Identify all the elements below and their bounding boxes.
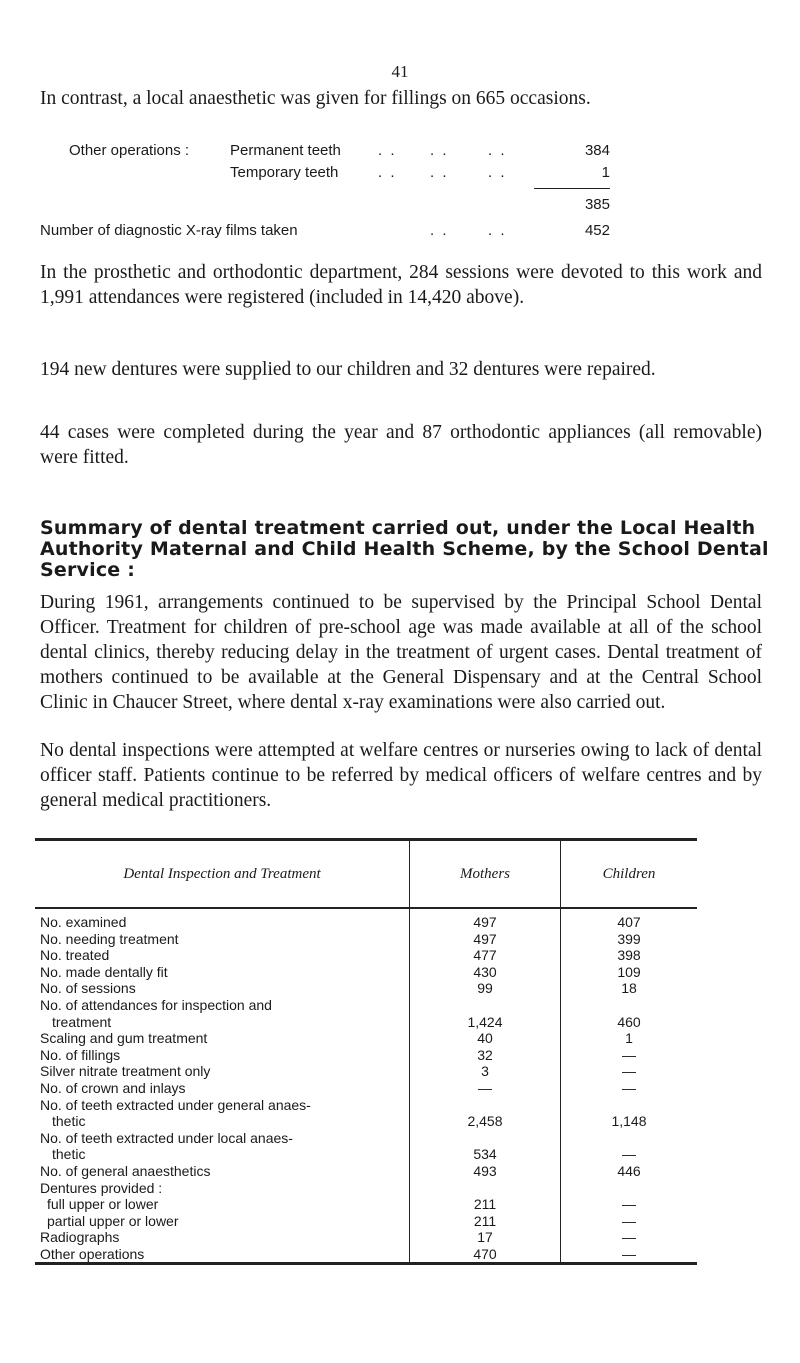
leader-dots: . . xyxy=(430,222,449,239)
row-label-line2: thetic xyxy=(52,1113,86,1130)
leader-dots: . . xyxy=(430,164,449,181)
row-label-line1: Scaling and gum treatment xyxy=(40,1030,208,1047)
table-row xyxy=(35,1180,697,1197)
leader-dots: . . xyxy=(430,142,449,159)
temporary-teeth-label: Temporary teeth xyxy=(230,164,339,181)
table-header-row xyxy=(35,841,697,908)
total-rule-row xyxy=(40,184,610,192)
other-operations-label: Other operations : xyxy=(69,142,190,159)
children-value: 399 xyxy=(617,930,641,947)
row-label-line1: No. of teeth extracted under local anaes- xyxy=(40,1129,293,1146)
mothers-value: 497 xyxy=(410,931,561,948)
dental-treatment-table xyxy=(35,838,697,1265)
row-label-line1: No. of fillings xyxy=(40,1046,121,1063)
row-label-line1: No. made dentally fit xyxy=(40,963,168,980)
row-label-line1: Dentures provided : xyxy=(40,1179,163,1196)
table-row xyxy=(35,908,697,931)
row-label-line1: Silver nitrate treatment only xyxy=(40,1063,211,1080)
row-label-line1: No. of crown and inlays xyxy=(40,1079,186,1096)
children-value: 109 xyxy=(617,963,641,980)
header-mothers: Mothers xyxy=(410,841,561,908)
arrangements-text: During 1961, arrangements continued to be supervised by the Principal School Dental Officer. Treatment for children of pre-school age was made available at all of the school dental clinics, thereby reducing delay in the treatment of urgent cases. Dental treatment of mothers continued to be available at the General Dispensary and at the Central School Clinic in Chaucer Street, where dental x-ray examinations were also carried out. xyxy=(40,592,762,713)
leader-dots: . . xyxy=(378,164,397,181)
row-label xyxy=(35,964,410,981)
intro-sentence: In contrast, a local anaesthetic was given for fillings on 665 occasions. xyxy=(40,88,591,109)
table-row xyxy=(35,931,697,948)
mothers-value: 2,458 xyxy=(410,1097,561,1130)
row-label-line2: thetic xyxy=(52,1146,86,1163)
row-label-line1: No. of attendances for inspection and xyxy=(40,996,272,1013)
permanent-teeth-label: Permanent teeth xyxy=(230,142,341,159)
children-value: 407 xyxy=(617,914,641,930)
permanent-teeth-value: 384 xyxy=(584,142,610,159)
leader-dots: . . xyxy=(488,222,507,239)
orthodontic-text: 44 cases were completed during the year and 87 orthodontic appliances (all removable) were fitted. xyxy=(40,422,762,468)
mothers-value: 497 xyxy=(410,908,561,931)
table-body xyxy=(35,908,697,1262)
table-row xyxy=(35,964,697,981)
row-label xyxy=(35,947,410,964)
row-label xyxy=(35,980,410,997)
mothers-value: 3 xyxy=(410,1063,561,1080)
row-label-line1: Other operations xyxy=(40,1245,145,1262)
row-label xyxy=(35,1229,410,1246)
prosthetic-text: In the prosthetic and orthodontic department, 284 sessions were devoted to this work and 1,991 attendances were registered (included in 14,420 above). xyxy=(40,262,762,308)
row-label xyxy=(35,1163,410,1180)
permanent-teeth-row xyxy=(40,140,610,162)
leader-dots: . . xyxy=(488,142,507,159)
table-row xyxy=(35,1213,697,1230)
mothers-value: 430 xyxy=(410,964,561,981)
mothers-value: 493 xyxy=(410,1163,561,1180)
row-label xyxy=(35,1213,410,1230)
table-row xyxy=(35,1196,697,1213)
table-row xyxy=(35,1063,697,1080)
leader-dots: . . xyxy=(378,142,397,159)
mothers-value: 17 xyxy=(410,1229,561,1246)
children-value: — xyxy=(622,1146,636,1163)
children-value: — xyxy=(622,1046,636,1063)
mothers-value: 99 xyxy=(410,980,561,997)
mothers-value xyxy=(410,1180,561,1197)
mothers-value: 1,424 xyxy=(410,997,561,1030)
children-value: 446 xyxy=(617,1162,641,1179)
total-rule xyxy=(534,188,610,189)
temporary-teeth-row xyxy=(40,162,610,184)
total-row xyxy=(40,192,610,220)
mothers-value: 534 xyxy=(410,1130,561,1163)
row-label xyxy=(35,1063,410,1080)
row-label xyxy=(35,1047,410,1064)
table-row xyxy=(35,1047,697,1064)
header-treatment: Dental Inspection and Treatment xyxy=(35,841,410,908)
mothers-value: 32 xyxy=(410,1047,561,1064)
row-label xyxy=(35,1246,410,1263)
row-label xyxy=(35,1080,410,1097)
children-value: — xyxy=(622,1063,636,1080)
row-label xyxy=(35,997,410,1030)
xray-label: Number of diagnostic X-ray films taken xyxy=(40,222,298,239)
dentures-text: 194 new dentures were supplied to our children and 32 dentures were repaired. xyxy=(40,359,656,380)
children-value: 460 xyxy=(617,1013,641,1030)
inspections-text: No dental inspections were attempted at welfare centres or nurseries owing to lack of dental officer staff. Patients continue to be referred by medical officers of welfare centres and by general medical practitioners. xyxy=(40,740,762,811)
row-label-line1: No. needing treatment xyxy=(40,930,179,947)
orthodontic-paragraph xyxy=(40,420,762,470)
row-label xyxy=(35,1180,410,1197)
temporary-teeth-value: 1 xyxy=(601,164,610,181)
section-heading: Summary of dental treatment carried out, under the Local Health Authority Maternal and Child Health Scheme, by the School Dental Service : xyxy=(40,517,769,581)
row-label xyxy=(35,1097,410,1130)
table-row xyxy=(35,1097,697,1130)
inspections-paragraph xyxy=(40,738,762,813)
mothers-value: 211 xyxy=(410,1196,561,1213)
table-row xyxy=(35,1030,697,1047)
table-row xyxy=(35,1163,697,1180)
children-value: — xyxy=(622,1079,636,1096)
children-value: 1 xyxy=(625,1030,633,1047)
xray-value: 452 xyxy=(584,222,610,239)
mothers-value: 211 xyxy=(410,1213,561,1230)
mothers-value: 40 xyxy=(410,1030,561,1047)
header-children: Children xyxy=(561,841,698,908)
xray-row xyxy=(40,220,610,242)
mothers-value: 470 xyxy=(410,1246,561,1263)
table-row xyxy=(35,947,697,964)
page-number: 41 xyxy=(391,62,409,81)
leader-dots: . . xyxy=(488,164,507,181)
arrangements-paragraph xyxy=(40,590,762,715)
row-label-line1: No. examined xyxy=(40,914,127,930)
prosthetic-paragraph xyxy=(40,260,762,310)
row-label-line2: treatment xyxy=(52,1013,112,1030)
dentures-paragraph xyxy=(40,357,762,382)
children-value: 398 xyxy=(617,947,641,964)
operations-total: 385 xyxy=(584,196,610,213)
table-row xyxy=(35,997,697,1030)
row-label-line1: No. of general anaesthetics xyxy=(40,1162,211,1179)
children-value: — xyxy=(622,1212,636,1229)
children-value: — xyxy=(622,1196,636,1213)
row-label-line1: partial upper or lower xyxy=(47,1212,179,1229)
mothers-value: — xyxy=(410,1080,561,1097)
children-value: — xyxy=(622,1229,636,1246)
row-label xyxy=(35,1130,410,1163)
table-row xyxy=(35,1080,697,1097)
children-value xyxy=(561,1180,698,1197)
row-label-line1: No. treated xyxy=(40,947,110,964)
row-label xyxy=(35,908,410,931)
row-label xyxy=(35,1030,410,1047)
table-row xyxy=(35,1246,697,1263)
row-label xyxy=(35,931,410,948)
table-row xyxy=(35,1130,697,1163)
children-value: — xyxy=(622,1245,636,1262)
row-label-line1: full upper or lower xyxy=(47,1196,159,1213)
table-row xyxy=(35,980,697,997)
children-value: 18 xyxy=(621,980,637,997)
mothers-value: 477 xyxy=(410,947,561,964)
row-label-line1: No. of sessions xyxy=(40,980,136,997)
row-label xyxy=(35,1196,410,1213)
row-label-line1: Radiographs xyxy=(40,1229,120,1246)
children-value: 1,148 xyxy=(611,1113,647,1130)
row-label-line1: No. of teeth extracted under general anaes- xyxy=(40,1096,311,1113)
other-operations-summary xyxy=(40,140,610,242)
table-row xyxy=(35,1229,697,1246)
